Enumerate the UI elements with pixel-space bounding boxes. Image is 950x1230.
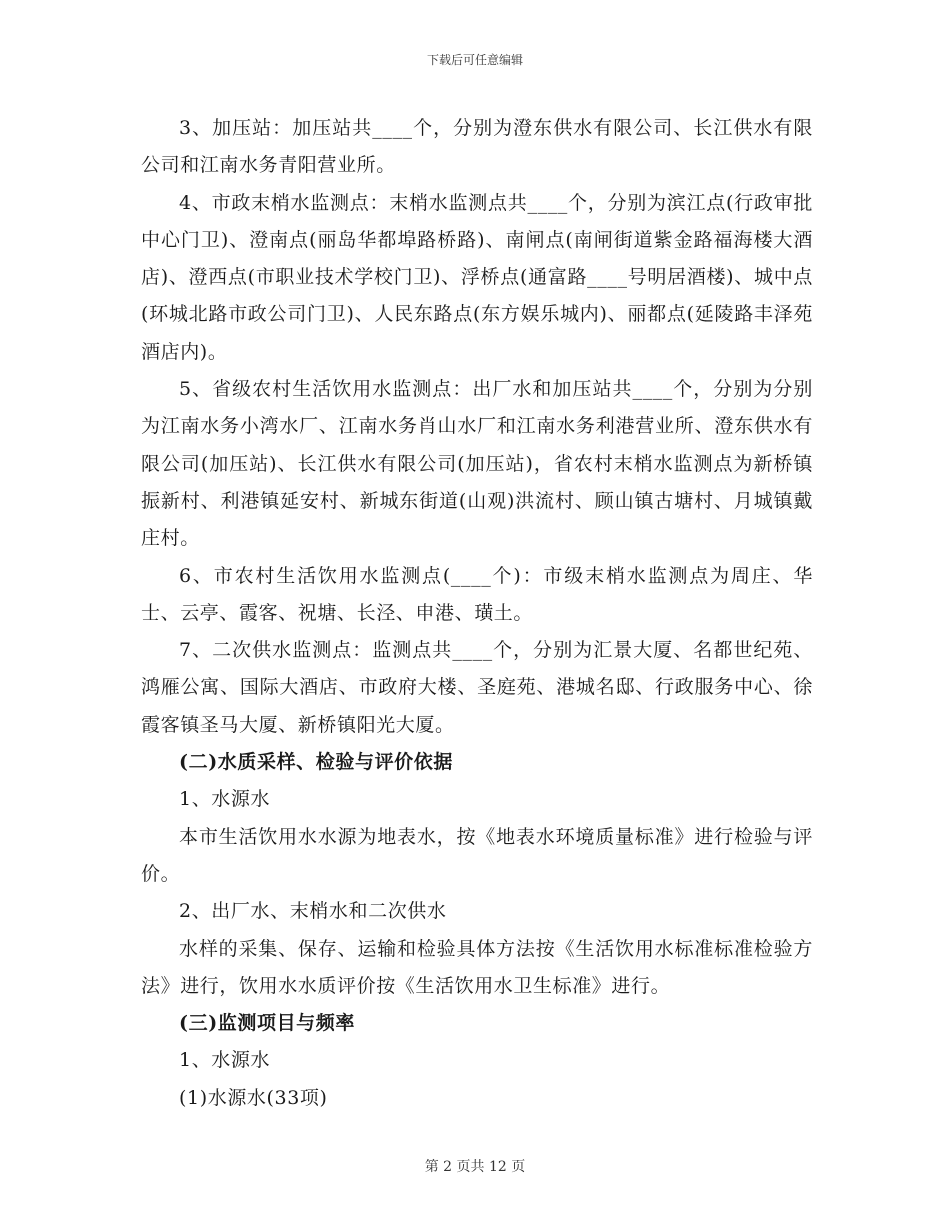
page-header: 下载后可任意编辑 xyxy=(426,53,523,67)
section-heading-sampling-basis: (二)水质采样、检验与评价依据 xyxy=(179,751,453,774)
subheading-source-water-2: 1、水源水 xyxy=(179,1049,271,1072)
subheading-source-water: 1、水源水 xyxy=(179,788,271,811)
paragraph-sampling-method: 水样的采集、保存、运输和检验具体方法按《生活饮用水标准标准检验方法》进行，饮用水水质评价按《生活饮用水卫生标准》进行。 xyxy=(141,937,813,997)
document-body xyxy=(141,110,813,1117)
paragraph-municipal-terminal-points: 4、市政末梢水监测点：末梢水监测点共____个，分别为滨江点(行政审批中心门卫)、澄南点(丽岛华都埠路桥路)、南闸点(南闸街道紫金路福海楼大酒店)、澄西点(市职业技术学校门卫)、浮桥点(通富路____号明居酒楼)、城中点(环城北路市政公司门卫)、人民东路点(东方娱乐城内)、丽都点(延陵路丰泽苑酒店内)。 xyxy=(141,191,813,363)
paragraph-pressurization-stations: 3、加压站：加压站共____个，分别为澄东供水有限公司、长江供水有限公司和江南水务青阳营业所。 xyxy=(141,117,813,177)
item-source-water-33: (1)水源水(33项) xyxy=(179,1086,328,1109)
paragraph-provincial-rural-points: 5、省级农村生活饮用水监测点：出厂水和加压站共____个，分别为分别为江南水务小湾水厂、江南水务肖山水厂和江南水务利港营业所、澄东供水有限公司(加压站)、长江供水有限公司(加压站)，省农村末梢水监测点为新桥镇振新村、利港镇延安村、新城东街道(山观)洪流村、顾山镇古塘村、月城镇戴庄村。 xyxy=(141,378,813,550)
paragraph-secondary-supply-points: 7、二次供水监测点：监测点共____个，分别为汇景大厦、名都世纪苑、鸿雁公寓、国际大酒店、市政府大楼、圣庭苑、港城名邸、行政服务中心、徐霞客镇圣马大厦、新桥镇阳光大厦。 xyxy=(141,639,813,736)
page-footer: 第 2 页共 12 页 xyxy=(424,1159,526,1175)
paragraph-city-rural-points: 6、市农村生活饮用水监测点(____个)：市级末梢水监测点为周庄、华士、云亭、霞客、祝塘、长泾、申港、璜土。 xyxy=(141,564,813,624)
section-heading-monitoring-items: (三)监测项目与频率 xyxy=(179,1012,355,1035)
subheading-treated-water: 2、出厂水、末梢水和二次供水 xyxy=(179,900,447,923)
paragraph-source-water-standard: 本市生活饮用水水源为地表水，按《地表水环境质量标准》进行检验与评价。 xyxy=(141,825,813,885)
